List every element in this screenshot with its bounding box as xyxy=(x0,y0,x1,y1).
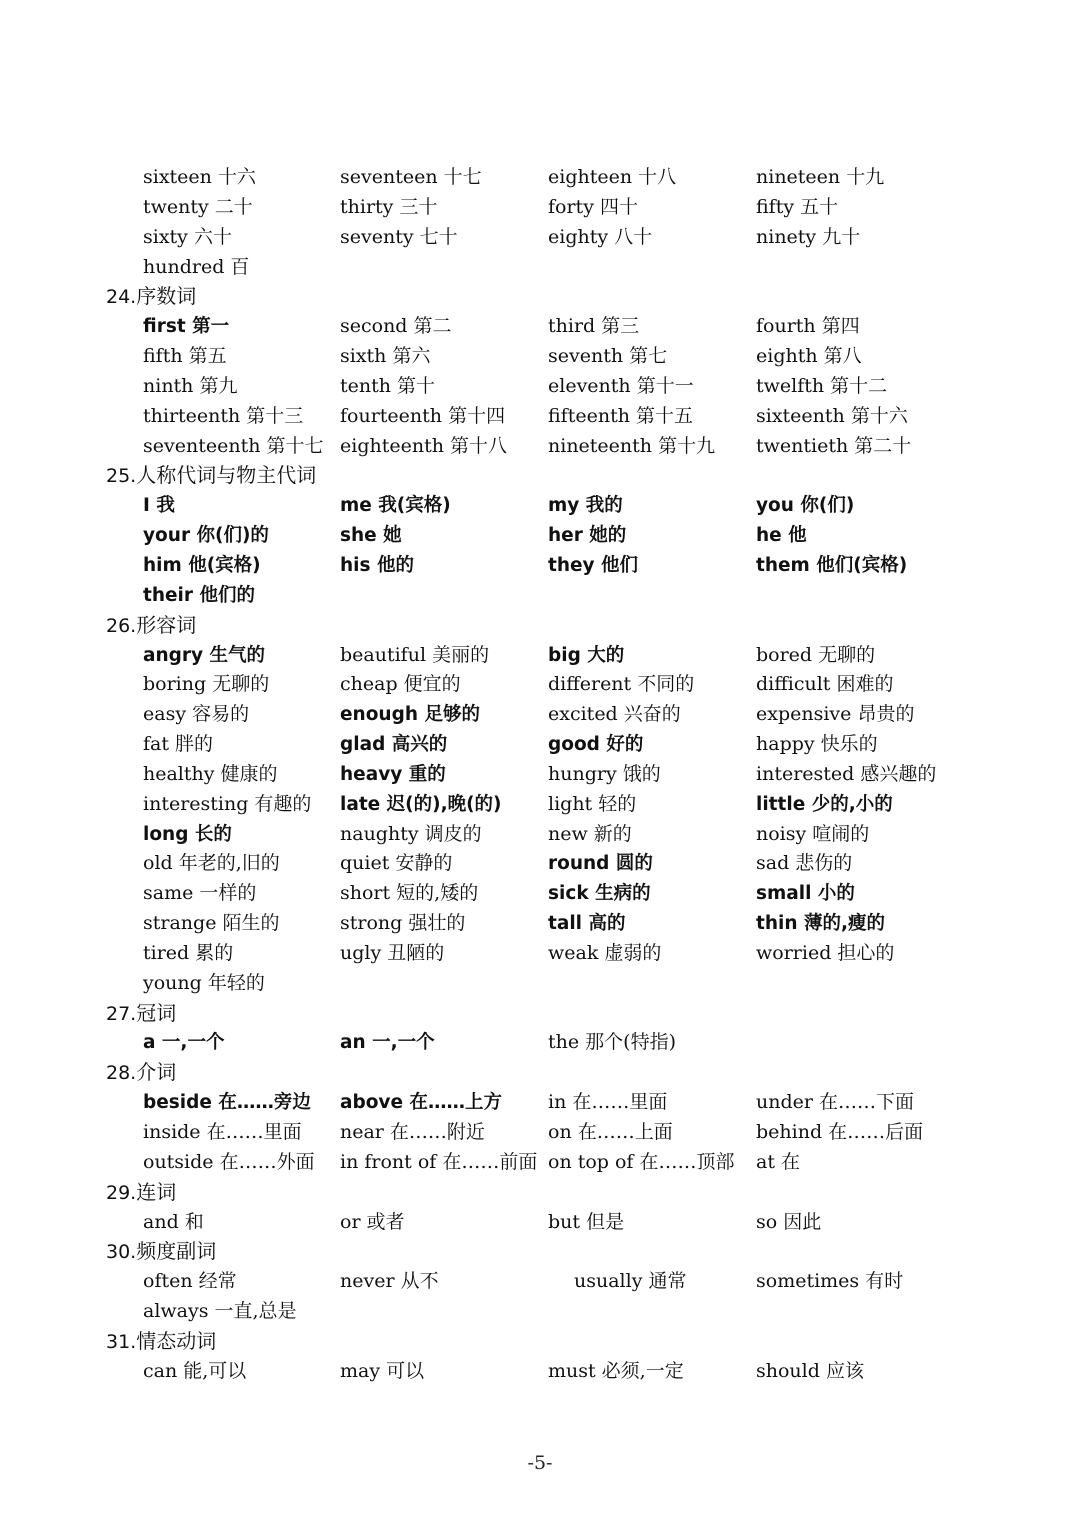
word-row xyxy=(0,1118,1080,1148)
word-entry: them 他们(宾格) xyxy=(756,554,908,576)
word-entry: big 大的 xyxy=(548,644,625,666)
word-entry: strange 陌生的 xyxy=(143,912,280,935)
word-row xyxy=(0,342,1080,372)
word-entry: expensive 昂贵的 xyxy=(756,703,915,726)
section-number: 30. xyxy=(106,1241,137,1264)
word-row xyxy=(0,521,1080,551)
word-entry: late 迟(的),晚(的) xyxy=(340,793,502,815)
word-entry: seventh 第七 xyxy=(548,345,668,368)
section-title: 冠词 xyxy=(136,1000,177,1025)
word-entry: fifth 第五 xyxy=(143,345,227,368)
word-entry: twelfth 第十二 xyxy=(756,374,888,397)
word-entry: excited 兴奋的 xyxy=(548,703,681,726)
word-entry: tenth 第十 xyxy=(340,374,436,397)
word-row xyxy=(0,1357,1080,1387)
word-entry: twentieth 第二十 xyxy=(756,434,912,457)
section-heading-line xyxy=(0,461,1080,491)
word-entry: strong 强壮的 xyxy=(340,912,466,935)
word-entry: sixty 六十 xyxy=(143,225,232,248)
word-entry: easy 容易的 xyxy=(143,703,250,726)
word-row xyxy=(0,879,1080,909)
word-entry: different 不同的 xyxy=(548,673,695,696)
word-entry: naughty 调皮的 xyxy=(340,822,482,845)
section-title: 情态动词 xyxy=(136,1328,217,1353)
word-entry: a 一,一个 xyxy=(143,1032,225,1054)
word-entry: she 她 xyxy=(340,525,402,547)
section-number: 28. xyxy=(106,1062,137,1085)
word-entry: second 第二 xyxy=(340,315,452,338)
section-heading-line xyxy=(0,1058,1080,1088)
word-entry: round 圆的 xyxy=(548,853,653,875)
word-entry: usually 通常 xyxy=(574,1270,687,1293)
section-heading-line xyxy=(0,1237,1080,1267)
word-entry: sometimes 有时 xyxy=(756,1270,904,1293)
word-row xyxy=(0,849,1080,879)
section-heading-line xyxy=(0,611,1080,641)
section-title: 形容词 xyxy=(136,612,197,637)
word-entry: but 但是 xyxy=(548,1210,625,1233)
word-row xyxy=(0,253,1080,283)
word-entry: behind 在……后面 xyxy=(756,1121,924,1143)
word-entry: nineteenth 第十九 xyxy=(548,434,716,457)
word-entry: young 年轻的 xyxy=(143,971,265,994)
section-number: 26. xyxy=(106,614,137,637)
word-entry: so 因此 xyxy=(756,1210,822,1233)
word-row xyxy=(0,402,1080,432)
word-entry: in 在……里面 xyxy=(548,1091,668,1114)
word-entry: under 在……下面 xyxy=(756,1091,915,1114)
word-entry: heavy 重的 xyxy=(340,763,446,785)
word-entry: fifteenth 第十五 xyxy=(548,404,693,427)
section-title: 人称代词与物主代词 xyxy=(136,463,317,488)
word-entry: above 在……上方 xyxy=(340,1092,502,1114)
word-row xyxy=(0,700,1080,730)
word-row xyxy=(0,312,1080,342)
word-entry: noisy 喧闹的 xyxy=(756,822,870,845)
word-entry: he 他 xyxy=(756,525,807,547)
word-row xyxy=(0,1088,1080,1118)
word-entry: sixteen 十六 xyxy=(143,166,256,188)
word-entry: eighteenth 第十八 xyxy=(340,434,507,457)
word-entry: sixteenth 第十六 xyxy=(756,404,908,427)
page-number: -5- xyxy=(527,1452,553,1474)
word-entry: they 他们 xyxy=(548,554,639,576)
word-entry: happy 快乐的 xyxy=(756,733,878,756)
word-entry: fourteenth 第十四 xyxy=(340,404,506,427)
word-entry: thirteenth 第十三 xyxy=(143,404,304,427)
word-row xyxy=(0,969,1080,999)
word-row xyxy=(0,760,1080,790)
word-entry: in front of 在……前面 xyxy=(340,1150,538,1173)
word-entry: interesting 有趣的 xyxy=(143,792,312,815)
word-entry: third 第三 xyxy=(548,315,640,338)
section-heading xyxy=(106,611,196,642)
word-entry: interested 感兴趣的 xyxy=(756,762,937,785)
word-row xyxy=(0,1208,1080,1238)
word-row xyxy=(0,1148,1080,1178)
word-entry: difficult 困难的 xyxy=(756,673,894,696)
word-entry: or 或者 xyxy=(340,1210,405,1233)
word-entry: you 你(们) xyxy=(756,495,855,517)
word-entry: forty 四十 xyxy=(548,195,638,218)
word-entry: always 一直,总是 xyxy=(143,1300,297,1323)
section-number: 25. xyxy=(106,465,137,488)
word-entry: inside 在……里面 xyxy=(143,1121,302,1143)
word-entry: boring 无聊的 xyxy=(143,673,270,696)
word-entry: must 必须,一定 xyxy=(548,1359,684,1382)
word-entry: tall 高的 xyxy=(548,913,626,935)
word-row xyxy=(0,1028,1080,1058)
vocabulary-list xyxy=(0,163,1080,1387)
word-entry: my 我的 xyxy=(548,495,623,517)
word-row xyxy=(0,820,1080,850)
word-entry: beautiful 美丽的 xyxy=(340,643,490,666)
word-entry: first 第一 xyxy=(143,316,230,338)
word-entry: the 那个(特指) xyxy=(548,1031,676,1054)
word-entry: her 她的 xyxy=(548,525,627,547)
word-entry: hungry 饿的 xyxy=(548,762,661,785)
word-entry: tired 累的 xyxy=(143,941,234,964)
word-entry: ninth 第九 xyxy=(143,374,238,397)
word-row xyxy=(0,939,1080,969)
word-row xyxy=(0,223,1080,253)
word-entry: ninety 九十 xyxy=(756,225,861,248)
word-entry: healthy 健康的 xyxy=(143,762,278,785)
word-entry: enough 足够的 xyxy=(340,704,480,726)
section-heading xyxy=(106,1327,216,1358)
word-entry: can 能,可以 xyxy=(143,1359,247,1382)
word-entry: angry 生气的 xyxy=(143,644,266,666)
section-heading-line xyxy=(0,1178,1080,1208)
word-entry: near 在……附近 xyxy=(340,1121,485,1143)
word-entry: worried 担心的 xyxy=(756,941,895,964)
word-row xyxy=(0,372,1080,402)
word-entry: eighteen 十八 xyxy=(548,166,677,188)
section-title: 序数词 xyxy=(136,284,197,309)
word-entry: long 长的 xyxy=(143,823,232,845)
word-entry: sad 悲伤的 xyxy=(756,852,853,875)
section-heading xyxy=(106,461,316,492)
word-entry: outside 在……外面 xyxy=(143,1150,315,1173)
word-entry: his 他的 xyxy=(340,554,414,576)
section-heading xyxy=(106,1237,216,1268)
word-row xyxy=(0,551,1080,581)
word-entry: on top of 在……顶部 xyxy=(548,1150,735,1173)
section-heading-line xyxy=(0,282,1080,312)
section-number: 29. xyxy=(106,1181,137,1204)
section-number: 24. xyxy=(106,286,137,309)
word-row xyxy=(0,670,1080,700)
word-row xyxy=(0,581,1080,611)
word-row xyxy=(0,491,1080,521)
word-entry: bored 无聊的 xyxy=(756,643,876,666)
word-entry: short 短的,矮的 xyxy=(340,882,479,905)
word-entry: little 少的,小的 xyxy=(756,793,893,815)
word-entry: small 小的 xyxy=(756,883,855,905)
word-entry: seventeenth 第十七 xyxy=(143,434,324,457)
section-heading-line xyxy=(0,1327,1080,1357)
word-entry: fourth 第四 xyxy=(756,315,860,338)
word-entry: good 好的 xyxy=(548,734,644,756)
word-entry: weak 虚弱的 xyxy=(548,941,662,964)
word-row xyxy=(0,163,1080,193)
word-entry: fifty 五十 xyxy=(756,195,839,218)
section-title: 频度副词 xyxy=(136,1239,217,1264)
word-row xyxy=(0,432,1080,462)
word-entry: thin 薄的,瘦的 xyxy=(756,913,885,935)
word-entry: seventeen 十七 xyxy=(340,166,482,188)
word-entry: their 他们的 xyxy=(143,584,255,606)
section-heading xyxy=(106,1058,176,1089)
section-heading xyxy=(106,1178,176,1209)
word-entry: thirty 三十 xyxy=(340,195,438,218)
word-entry: old 年老的,旧的 xyxy=(143,852,280,875)
section-number: 31. xyxy=(106,1330,137,1353)
word-entry: eleventh 第十一 xyxy=(548,374,694,397)
word-entry: ugly 丑陋的 xyxy=(340,941,445,964)
word-entry: and 和 xyxy=(143,1210,204,1233)
section-title: 介词 xyxy=(136,1060,177,1085)
word-entry: your 你(们)的 xyxy=(143,525,269,547)
word-entry: glad 高兴的 xyxy=(340,734,448,756)
word-entry: sick 生病的 xyxy=(548,883,651,905)
word-row xyxy=(0,909,1080,939)
word-entry: beside 在……旁边 xyxy=(143,1092,311,1114)
word-entry: never 从不 xyxy=(340,1270,439,1293)
word-entry: an 一,一个 xyxy=(340,1032,435,1054)
word-entry: him 他(宾格) xyxy=(143,554,261,576)
word-entry: twenty 二十 xyxy=(143,195,253,218)
word-entry: fat 胖的 xyxy=(143,733,214,756)
word-entry: seventy 七十 xyxy=(340,225,458,248)
section-heading xyxy=(106,999,176,1030)
word-row xyxy=(0,790,1080,820)
word-entry: I 我 xyxy=(143,495,175,517)
word-entry: sixth 第六 xyxy=(340,345,431,368)
word-entry: should 应该 xyxy=(756,1359,864,1382)
word-row xyxy=(0,1297,1080,1327)
word-row xyxy=(0,1267,1080,1297)
section-heading-line xyxy=(0,999,1080,1029)
section-heading xyxy=(106,282,196,313)
section-number: 27. xyxy=(106,1002,137,1025)
word-entry: me 我(宾格) xyxy=(340,495,451,517)
word-entry: on 在……上面 xyxy=(548,1121,673,1143)
word-entry: hundred 百 xyxy=(143,255,250,278)
word-entry: at 在 xyxy=(756,1150,801,1173)
word-entry: often 经常 xyxy=(143,1270,237,1293)
word-entry: eighty 八十 xyxy=(548,225,653,248)
word-entry: light 轻的 xyxy=(548,792,637,815)
word-row xyxy=(0,641,1080,671)
word-entry: quiet 安静的 xyxy=(340,852,453,875)
word-entry: nineteen 十九 xyxy=(756,166,885,188)
word-row xyxy=(0,193,1080,223)
word-entry: same 一样的 xyxy=(143,882,257,905)
section-title: 连词 xyxy=(136,1179,177,1204)
word-entry: cheap 便宜的 xyxy=(340,673,461,696)
word-entry: new 新的 xyxy=(548,822,632,845)
word-entry: may 可以 xyxy=(340,1359,425,1382)
word-row xyxy=(0,730,1080,760)
word-entry: eighth 第八 xyxy=(756,345,862,368)
